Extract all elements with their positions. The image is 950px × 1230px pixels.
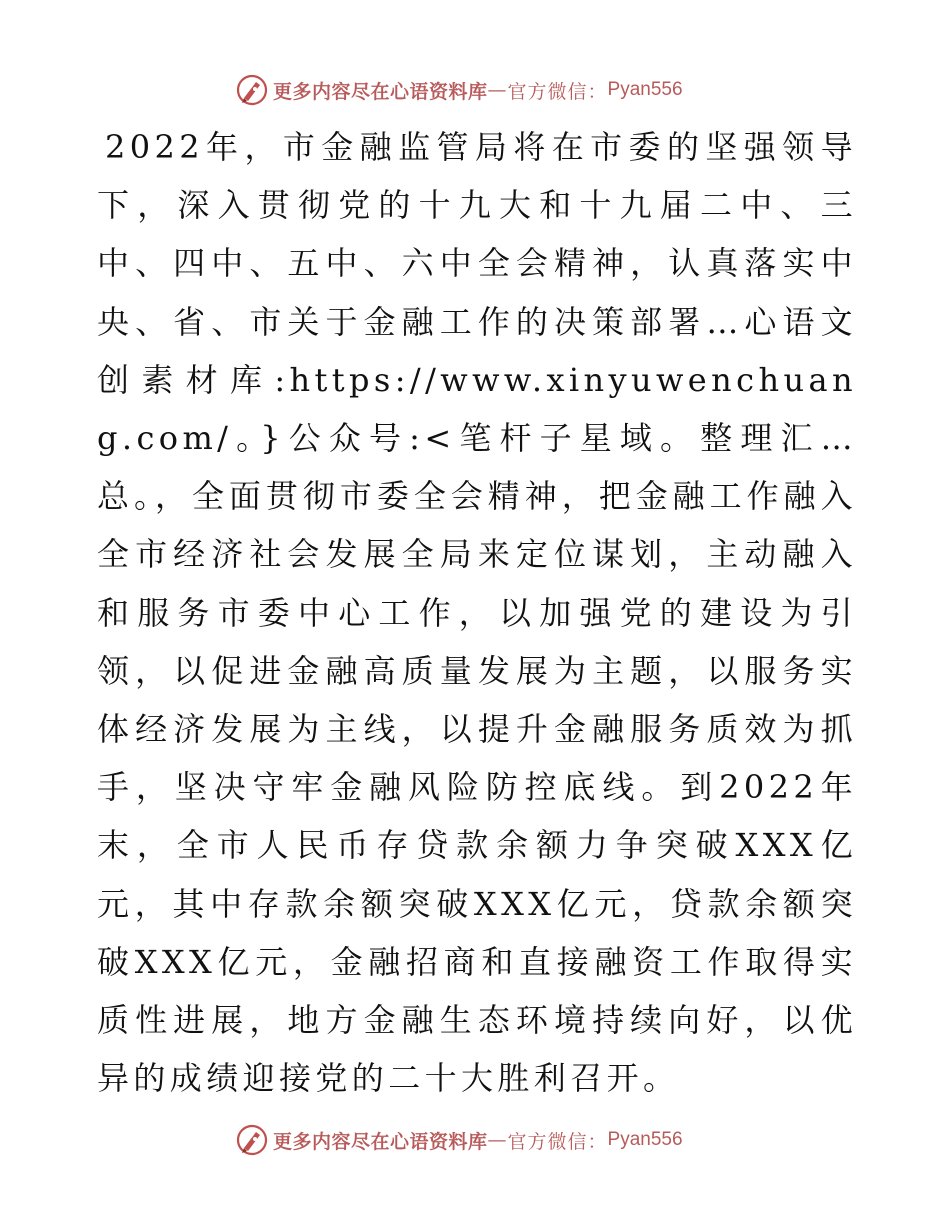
- watermark-wechat-label: 官方微信：: [507, 1130, 608, 1153]
- pen-logo-icon: [235, 1123, 269, 1157]
- watermark-wechat-label: 官方微信：: [507, 80, 608, 103]
- watermark-brand-text: 更多内容尽在心语资料库: [273, 1130, 488, 1153]
- watermark-wechat-id: Pyan556: [607, 79, 683, 100]
- document-paragraph: 2022年，市金融监管局将在市委的坚强领导下，深入贯彻党的十九大和十九届二中、三中、四中、五中、六中全会精神，认真落实中央、省、市关于金融工作的决策部署…心语文创素材库:https://www.xinyuwenchuang.com/。}公众号:<笔杆子星域。整理汇…总。，全面贯彻市委全会精神，把金融工作融入全市经济社会发展全局来定位谋划，主动融入和服务市委中心工作，以加强党的建设为引领，以促进金融高质量发展为主题，以服务实体经济发展为主线，以提升金融服务质效为抓手，坚决守牢金融风险防控底线。到2022年末，全市人民币存贷款余额力争突破XXX亿元，其中存款余额突破XXX亿元，贷款余额突破XXX亿元，金融招商和直接融资工作取得实质性进展，地方金融生态环境持续向好，以优异的成绩迎接党的二十大胜利召开。: [97, 128, 857, 1098]
- header-watermark: [235, 72, 715, 108]
- watermark-wechat-id: Pyan556: [607, 1129, 683, 1150]
- watermark-dash: —: [487, 1129, 508, 1151]
- footer-watermark: [235, 1122, 715, 1158]
- watermark-brand-text: 更多内容尽在心语资料库: [273, 80, 488, 103]
- watermark-dash: —: [487, 79, 508, 101]
- pen-logo-icon: [235, 73, 269, 107]
